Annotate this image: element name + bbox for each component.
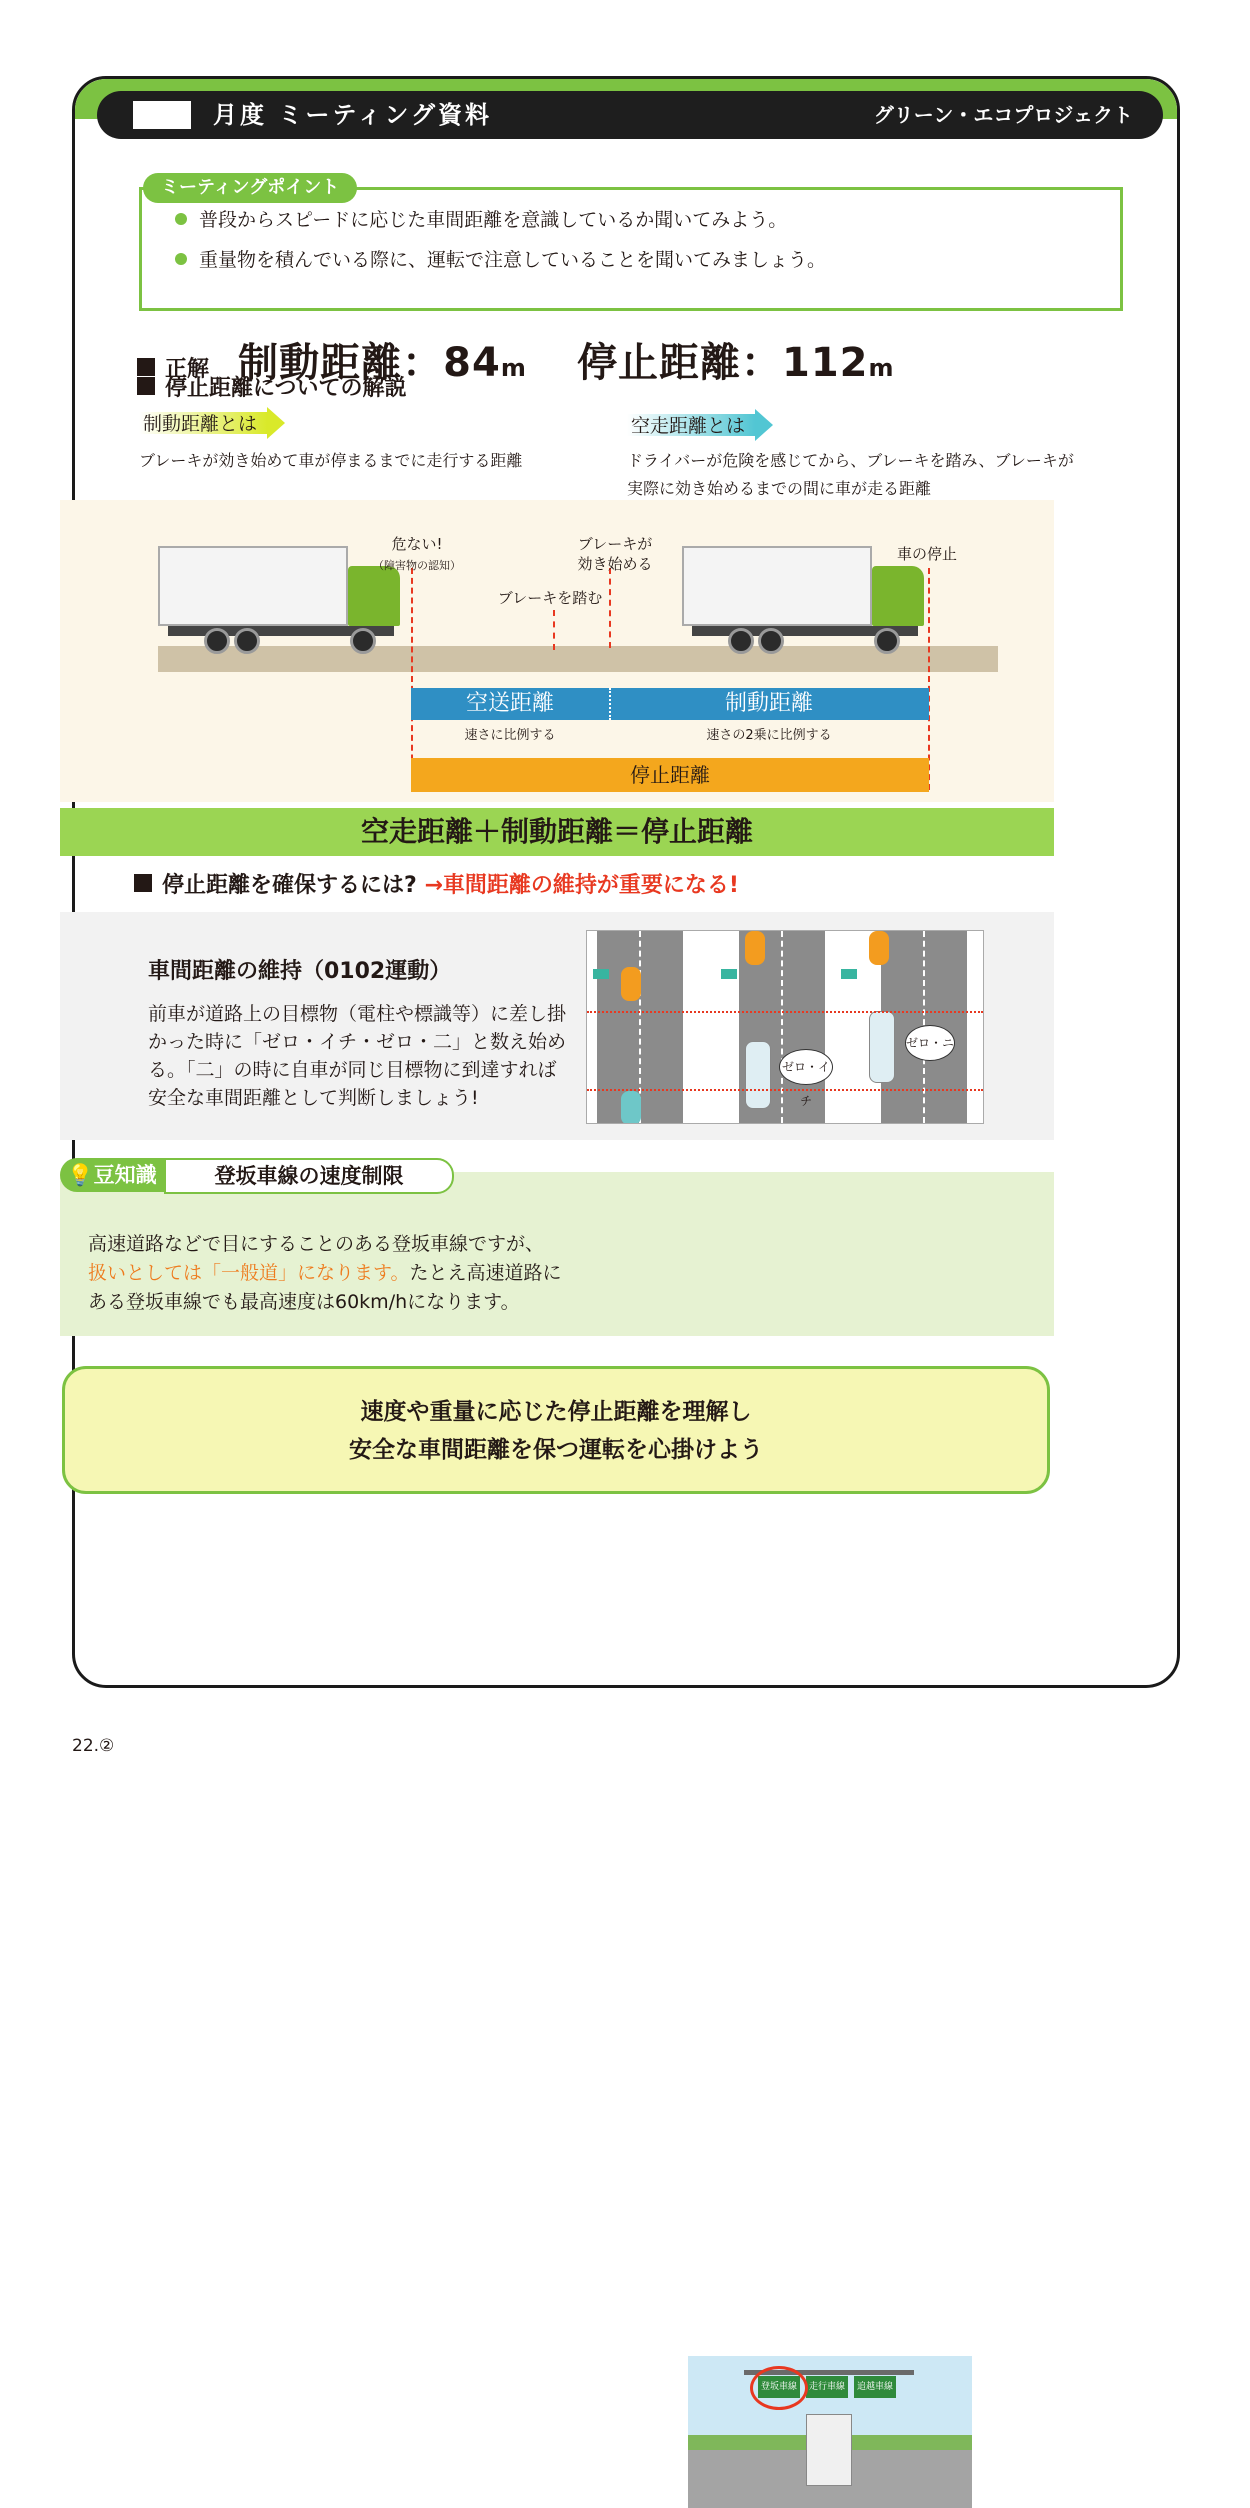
bar-divider: [609, 688, 611, 720]
explain-heading: 停止距離についての解説: [137, 371, 407, 402]
stopping-distance-bar: 停止距離: [411, 758, 929, 792]
brake-press-label: ブレーキを踏む: [497, 589, 603, 607]
distance-equation: 空走距離＋制動距離＝停止距離: [60, 808, 1054, 856]
lane-illustration: [586, 930, 984, 1124]
road-sign: 走行車線: [806, 2376, 848, 2398]
trivia-body: 高速道路などで目にすることのある登坂車線ですが、 扱いとしては「一般道」になります。たとえ高速道路に ある登坂車線でも最高速度は60km/hになります。: [88, 1233, 562, 1313]
page-title: 月度 ミーティング資料: [213, 101, 492, 129]
reference-line: [587, 1089, 983, 1091]
braking-term: 制動距離とは: [143, 413, 258, 435]
road-sign: 追越車線: [854, 2376, 896, 2398]
front-car-icon: [745, 931, 765, 965]
highlight-circle: [750, 2366, 808, 2410]
reaction-desc-1: ドライバーが危険を感じてから、ブレーキを踏み、ブレーキが: [627, 451, 1074, 470]
month-blank-box: [133, 101, 191, 129]
road-sign: 登坂車線: [758, 2376, 800, 2398]
answer-label: 正解: [165, 357, 210, 382]
road-sign-icon: [593, 969, 609, 979]
lightbulb-icon: 💡: [67, 1163, 94, 1187]
braking-distance-bar: 制動距離: [609, 688, 929, 720]
stop-label: 車の停止: [896, 545, 957, 563]
page-header: [97, 91, 1163, 139]
bullet-icon: [175, 213, 187, 225]
keep-distance-panel: [60, 912, 1054, 1140]
bullet-icon: [175, 253, 187, 265]
count-bubble: ゼロ・イチ: [779, 1049, 833, 1085]
braking-answer: 制動距離：84: [238, 340, 501, 386]
keep-heading: 停止距離を確保するには? →車間距離の維持が重要になる!: [134, 868, 739, 899]
project-name: グリーン・エコプロジェクト: [873, 103, 1133, 127]
keep-title: 車間距離の維持（0102運動）: [148, 959, 452, 984]
meeting-point-tab: ミーティングポイント: [143, 173, 357, 203]
reaction-desc-2: 実際に効き始めるまでの間に車が走る距離: [627, 479, 932, 498]
meeting-point-item: 重量物を積んでいる際に、運転で注意していることを聞いてみましょう。: [175, 247, 826, 273]
reference-line: [587, 1011, 983, 1013]
brake-start-label: ブレーキが 効き始める: [577, 535, 653, 573]
count-bubble: ゼロ・ニ: [905, 1025, 955, 1061]
arrow-head-icon: [267, 407, 285, 439]
own-truck-icon: [745, 1041, 771, 1109]
front-car-icon: [869, 931, 889, 965]
meeting-point-item: 普段からスピードに応じた車間距離を意識しているか聞いてみよう。: [175, 207, 787, 233]
trivia-accent: 扱いとしては「一般道」になります。: [88, 1262, 410, 1284]
reaction-term: 空走距離とは: [631, 415, 746, 437]
square-bullet-icon: [137, 377, 155, 395]
own-truck-icon: [869, 1011, 895, 1083]
keep-body: 前車が道路上の目標物（電柱や標識等）に差し掛かった時に「ゼロ・イチ・ゼロ・二」と数え始める。「二」の時に自車が同じ目標物に到達すれば安全な車間距離として判断しましょう!: [148, 1003, 567, 1109]
climbing-lane-illustration: [688, 2356, 972, 2508]
stopping-distance-diagram: [60, 500, 1054, 802]
stopping-answer: 停止距離：112: [577, 340, 869, 386]
own-car-icon: [621, 1091, 641, 1124]
danger-label: 危ない! （障害物の認知）: [373, 535, 461, 572]
reaction-distance-bar: 空送距離: [411, 688, 609, 720]
road-sign-icon: [841, 969, 857, 979]
braking-note: 速さの2乗に比例する: [706, 728, 832, 743]
trivia-title: 登坂車線の速度制限: [164, 1158, 454, 1194]
road-sign-icon: [721, 969, 737, 979]
trivia-tag: 💡豆知識: [60, 1158, 164, 1192]
keep-heading-accent: →車間距離の維持が重要になる!: [424, 873, 739, 898]
braking-desc: ブレーキが効き始めて車が停まるまでに走行する距離: [139, 451, 523, 470]
road-strip: [158, 646, 998, 672]
unit: m: [500, 354, 526, 382]
arrow-head-icon: [755, 409, 773, 441]
stop-marker-line: [928, 568, 930, 790]
brake-start-marker-line: [609, 568, 611, 648]
conclusion-box: 速度や重量に応じた停止距離を理解し 安全な車間距離を保つ運転を心掛けよう: [62, 1366, 1050, 1494]
truck-rear-icon: [806, 2414, 852, 2486]
brake-press-marker-line: [553, 610, 555, 650]
reaction-note: 速さに比例する: [464, 728, 556, 743]
page-number: 22.②: [72, 1736, 115, 1756]
front-car-icon: [621, 967, 641, 1001]
square-bullet-icon: [134, 874, 152, 892]
unit: m: [868, 354, 894, 382]
danger-marker-line: [411, 568, 413, 790]
